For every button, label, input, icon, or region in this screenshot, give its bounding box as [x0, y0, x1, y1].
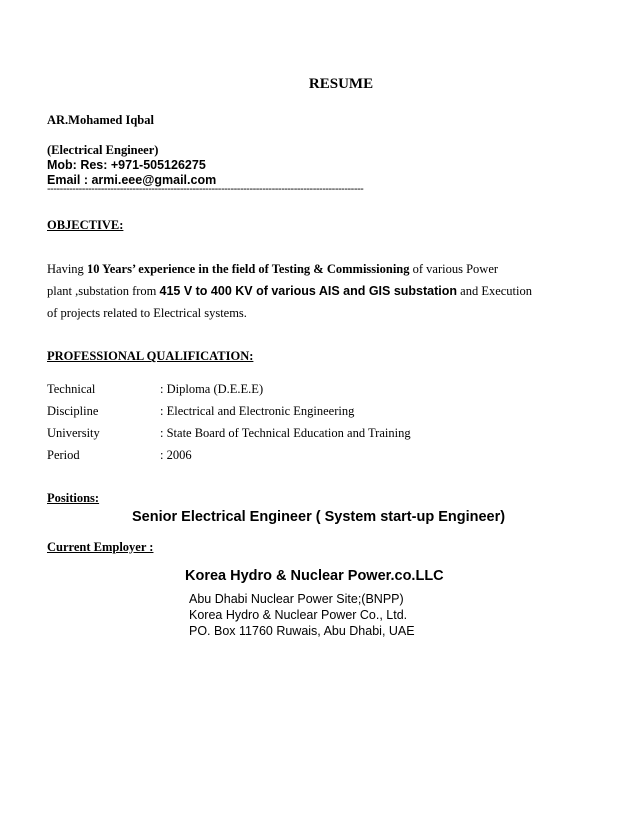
objective-line-2-bold: 415 V to 400 KV of various AIS and GIS substation	[159, 284, 458, 298]
qualification-value: : Diploma (D.E.E.E)	[160, 382, 264, 396]
objective-line-1-post: of various Power	[409, 262, 499, 276]
objective-line-2-pre: plant ,substation from	[47, 284, 160, 298]
objective-line-1-bold: 10 Years’ experience in the field of Testing & Commissioning	[86, 262, 410, 276]
qualification-label: Technical	[47, 382, 96, 396]
qualification-value: : State Board of Technical Education and Training	[160, 426, 411, 440]
candidate-name: AR.Mohamed Iqbal	[47, 113, 154, 127]
qualification-label: University	[47, 426, 100, 440]
qualification-label: Discipline	[47, 404, 99, 418]
qualification-value: : 2006	[160, 448, 192, 462]
objective-line-3: of projects related to Electrical systems.	[47, 306, 247, 320]
employer-heading: Current Employer :	[47, 540, 154, 554]
employer-company: Korea Hydro & Nuclear Power.co.LLC	[185, 568, 444, 584]
employer-address-line: Korea Hydro & Nuclear Power Co., Ltd.	[189, 608, 408, 622]
resume-title	[0, 76, 638, 93]
objective-heading: OBJECTIVE:	[47, 218, 124, 232]
mobile-number: Mob: Res: +971-505126275	[47, 158, 206, 172]
positions-heading: Positions:	[47, 491, 100, 505]
employer-address-line: Abu Dhabi Nuclear Power Site;(BNPP)	[189, 592, 404, 606]
candidate-role: (Electrical Engineer)	[47, 143, 159, 157]
qualification-heading: PROFESSIONAL QUALIFICATION:	[47, 349, 254, 363]
position-title: Senior Electrical Engineer ( System start-up Engineer)	[132, 509, 506, 525]
objective-line-2	[47, 284, 532, 299]
objective-line-2-post: and Execution	[457, 284, 533, 298]
resume-title-text: RESUME	[308, 76, 374, 92]
email-address: Email : armi.eee@gmail.com	[47, 173, 217, 187]
qualification-value: : Electrical and Electronic Engineering	[160, 404, 355, 418]
objective-line-1-pre: Having	[47, 262, 87, 276]
header-divider: ----------------------------------------------------------------------------------------------------	[47, 183, 364, 195]
qualification-label: Period	[47, 448, 80, 462]
employer-address-line: PO. Box 11760 Ruwais, Abu Dhabi, UAE	[189, 624, 415, 638]
objective-line-1	[47, 262, 498, 277]
